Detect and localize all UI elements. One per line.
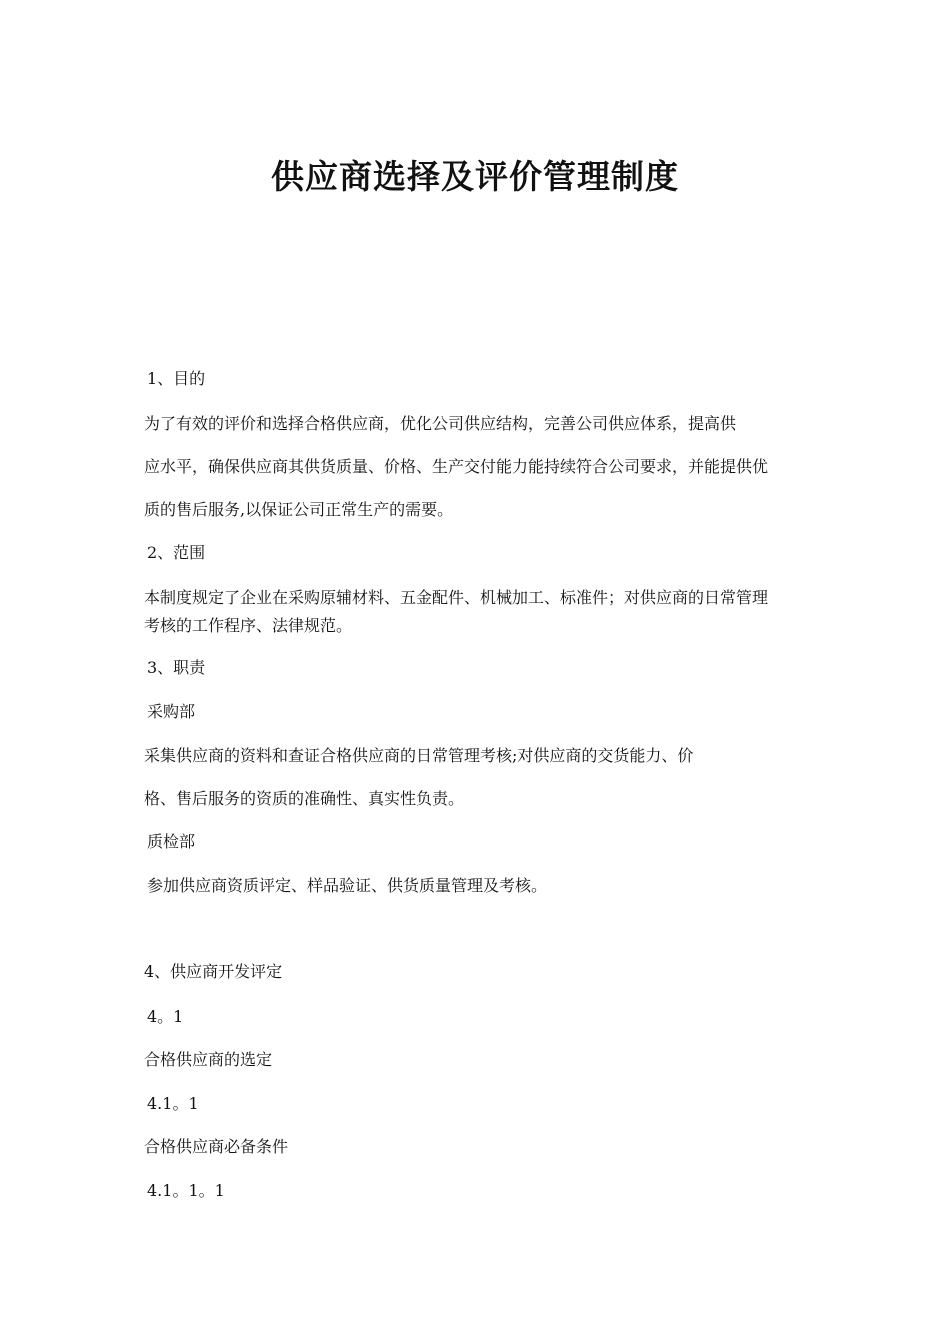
paragraph-line: 应水平，确保供应商其供货质量、价格、生产交付能力能持续符合公司要求，并能提供优 — [144, 457, 769, 476]
section-heading-development: 4、供应商开发评定 — [144, 962, 283, 981]
clause-number: 4。1 — [147, 1007, 184, 1026]
document-title: 供应商选择及评价管理制度 — [271, 157, 679, 196]
paragraph-line: 本制度规定了企业在采购原辅材料、五金配件、机械加工、标准件；对供应商的日常管理 — [144, 588, 769, 607]
section-heading-duties: 3、职责 — [147, 658, 206, 677]
paragraph-line: 参加供应商资质评定、样品验证、供货质量管理及考核。 — [147, 876, 548, 895]
section-heading-scope: 2、范围 — [147, 543, 206, 562]
clause-number: 4.1。1。1 — [147, 1181, 225, 1200]
clause-number: 4.1。1 — [147, 1094, 199, 1113]
paragraph-line: 为了有效的评价和选择合格供应商，优化公司供应结构，完善公司供应体系，提高供 — [144, 414, 737, 433]
subheading-quality: 质检部 — [147, 832, 196, 851]
section-heading-purpose: 1、目的 — [147, 369, 206, 388]
paragraph-line: 格、售后服务的资质的准确性、真实性负责。 — [144, 789, 465, 808]
clause-title: 合格供应商必备条件 — [144, 1137, 289, 1156]
paragraph-line: 质的售后服务,以保证公司正常生产的需要。 — [144, 500, 454, 519]
subheading-purchasing: 采购部 — [147, 702, 196, 721]
paragraph-line: 考核的工作程序、法律规范。 — [144, 616, 353, 635]
paragraph-line: 采集供应商的资料和查证合格供应商的日常管理考核;对供应商的交货能力、价 — [144, 746, 694, 765]
clause-title: 合格供应商的选定 — [144, 1050, 273, 1069]
